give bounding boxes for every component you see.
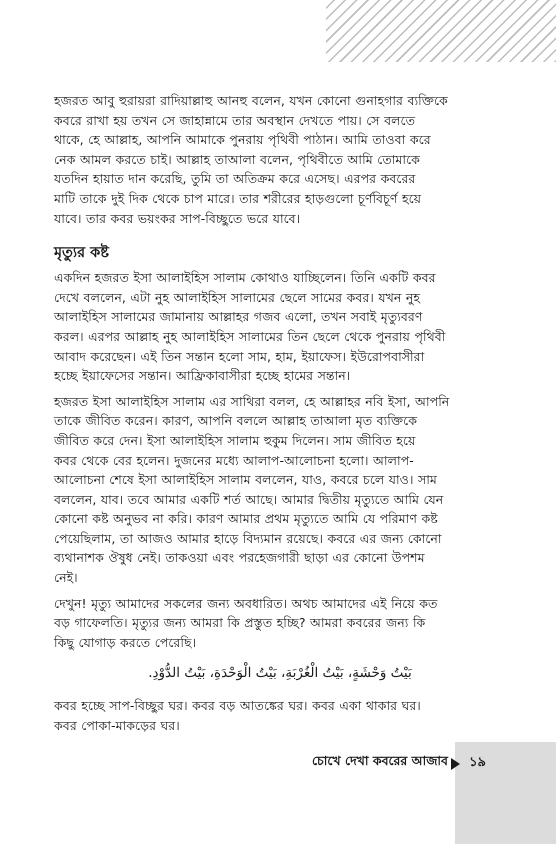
text-line: ব্যথানাশক ঔষুধ নেই। তাকওয়া এবং পরহেজগারী ছাড়া এর কোনো উপশম xyxy=(54,550,425,566)
text-line: কিছু যোগাড় করতে পেরেছি। xyxy=(54,634,197,650)
text-line: আবাদ করেছেন। এই তিন সন্তান হলো সাম, হাম, ইয়াফেস। ইউরোপবাসীরা xyxy=(54,348,425,364)
section-grave-description xyxy=(54,696,506,735)
text-line: নেই। xyxy=(54,570,78,586)
text-line: হচ্ছে ইয়াফেসের সন্তান। আফ্রিকাবাসীরা হচ্ছে হামের সন্তান। xyxy=(54,368,351,384)
page-footer xyxy=(0,753,556,775)
paragraph xyxy=(54,392,506,588)
section-grave-punishment xyxy=(54,91,506,228)
text-line: বড় গাফেলতি। মৃত্যুর জন্য আমরা কি প্রস্তুত হচ্ছি? আমরা কবরের জন্য কি xyxy=(54,615,426,631)
text-line: কবর হচ্ছে সাপ-বিচ্ছুর ঘর। কবর বড় আতঙ্কের ঘর। কবর একা থাকার ঘর। xyxy=(54,698,421,714)
text-line: হজরত ইসা আলাইহিস সালাম এর সাথিরা বলল, হে আল্লাহর নবি ইসা, আপনি xyxy=(54,393,450,409)
section-death-pain xyxy=(54,268,506,652)
text-line: আলাইহিস সালামের জামানায় আল্লাহর গজব এলো, তখন সবাই মৃত্যুবরণ xyxy=(54,309,423,325)
arabic-quote: بَيْتُ وَحْشَةٍ، بَيْتُ الْغُرْبَةِ، بَيْتُ الْوَحْدَةِ، بَيْتُ الدُّوْدِ. xyxy=(148,665,412,682)
text-line: করল। এরপর আল্লাহ নুহ আলাইহিস সালামের তিন ছেলে থেকে পুনরায় পৃথিবী xyxy=(54,328,446,344)
text-line: মাটি তাকে দুই দিক থেকে চাপ মারে। তার শরীরের হাড়গুলো চূর্ণবিচূর্ণ হয়ে xyxy=(54,190,422,206)
corner-stripe-decoration xyxy=(326,0,556,62)
text-line: পেয়েছিলাম, তা আজও আমার হাড়ে বিদ্যমান রয়েছে। কবরে এর জন্য কোনো xyxy=(54,530,442,546)
paragraph xyxy=(54,696,506,735)
text-line: কবর থেকে বের হলেন। দুজনের মধ্যে আলাপ-আলোচনা হলো। আলাপ- xyxy=(54,452,414,468)
triangle-right-icon xyxy=(451,758,460,770)
paragraph xyxy=(54,594,506,653)
page-body xyxy=(54,91,506,742)
book-title: চোখে দেখা কবরের আজাব xyxy=(311,753,448,768)
text-line: তাকে জীবিত করেন। কারণ, আপনি বললে আল্লাহ তাআলা মৃত ব্যক্তিকে xyxy=(54,413,418,429)
text-line: কবর পোকা-মাকড়ের ঘর। xyxy=(54,718,180,734)
text-line: যাবে। তার কবর ভয়ংকর সাপ-বিচ্ছুতে ভরে যাবে। xyxy=(54,210,301,226)
text-line: যতদিন হায়াত দান করেছি, তুমি তা অতিক্রম করে এসেছ। এরপর কবরের xyxy=(54,171,416,187)
text-line: একদিন হজরত ইসা আলাইহিস সালাম কোথাও যাচ্ছিলেন। তিনি একটি কবর xyxy=(54,270,436,286)
paragraph xyxy=(54,268,506,386)
text-line: হজরত আবু হুরায়রা রাদিয়াল্লাহু আনহু বলেন, যখন কোনো গুনাহগার ব্যক্তিকে xyxy=(54,93,448,108)
text-line: নেক আমল করতে চাই। আল্লাহ তাআলা বলেন, পৃথিবীতে আমি তোমাকে xyxy=(54,151,420,167)
text-line: কবরে রাখা হয় তখন সে জাহান্নামে তার অবস্থান দেখতে পায়। সে বলতে xyxy=(54,112,416,128)
section-heading: মৃত্যুর কষ্ট xyxy=(54,245,109,262)
text-line: বললেন, যাব। তবে আমার একটি শর্ত আছে। আমার দ্বিতীয় মৃত্যুতে আমি যেন xyxy=(54,491,444,507)
page-number: ১৯ xyxy=(469,755,486,770)
paragraph xyxy=(54,91,506,228)
text-line: কোনো কষ্ট অনুভব না করি। কারণ আমার প্রথম মৃত্যুতে আমি যে পরিমাণ কষ্ট xyxy=(54,511,438,527)
text-line: জীবিত করে দেন। ইসা আলাইহিস সালাম হুকুম দিলেন। সাম জীবিত হয়ে xyxy=(54,432,416,448)
text-line: দেখে বললেন, এটা নুহ আলাইহিস সালামের ছেলে সামের কবর। যখন নুহ xyxy=(54,289,421,305)
text-line: আলোচনা শেষে ইসা আলাইহিস সালাম বললেন, যাও, কবরে চলে যাও। সাম xyxy=(54,472,437,488)
text-line: দেখুন! মৃত্যু আমাদের সকলের জন্য অবধারিত। অথচ আমাদের এই নিয়ে কত xyxy=(54,595,438,611)
text-line: থাকে, হে আল্লাহ, আপনি আমাকে পুনরায় পৃথিবী পাঠান। আমি তাওবা করে xyxy=(54,132,431,148)
